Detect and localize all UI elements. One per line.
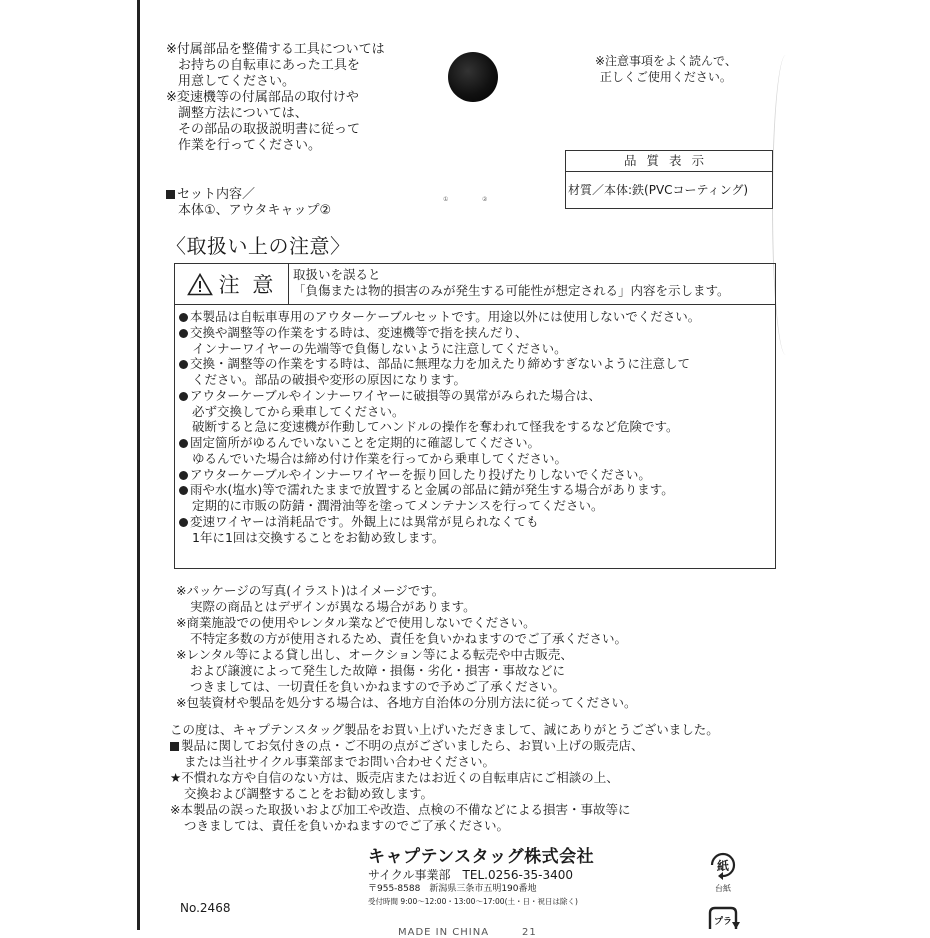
caution-description — [293, 267, 730, 299]
paper-recycle-symbol: 紙 — [716, 859, 730, 873]
tool-note-line: 調整方法については、 — [178, 106, 308, 121]
caution-header — [175, 264, 775, 305]
caution-label-cell — [175, 264, 289, 304]
tool-note-line: 作業を行ってください。 — [178, 138, 322, 153]
caution-item — [179, 404, 700, 420]
caution-box — [174, 263, 776, 569]
read-notice-line: ※注意事項をよく読んで、 — [595, 54, 737, 68]
caution-item-text: 雨や水(塩水)等で濡れたままで放置すると金属の部品に錆が発生する場合があります。 — [190, 482, 674, 498]
paper-recycle-icon — [706, 850, 740, 880]
thanks-line: 製品に関してお気付きの点・ご不明の点がございましたら、お買い上げの販売店、 — [181, 738, 644, 753]
note-line: ※商業施設での使用やレンタル業などで使用しないでください。 — [176, 615, 536, 630]
note-line: 不特定多数の方が使用されるため、責任を負いかねますのでご了承ください。 — [190, 631, 628, 646]
tool-note-line: その部品の取扱説明書に従って — [178, 122, 361, 137]
caution-item-text: インナーワイヤーの先端等で負傷しないように注意してください。 — [192, 340, 567, 356]
thanks-line: 交換および調整することをお勧め致します。 — [184, 786, 434, 801]
warning-triangle-icon — [187, 273, 213, 296]
thanks-section — [170, 722, 719, 834]
tool-note-line: ※変速機等の付属部品の取付けや — [166, 90, 359, 105]
caution-item-text: ください。部品の破損や変形の原因になります。 — [192, 372, 467, 387]
quality-label-box — [565, 150, 773, 209]
caution-item-text: 必ず交換してから乗車してください。 — [192, 403, 405, 419]
model-number: No.2468 — [180, 901, 231, 915]
bullet-dot-icon — [179, 486, 188, 495]
paper-recycle-label: 台紙 — [715, 884, 731, 893]
thanks-line: この度は、キャプテンスタッグ製品をお買い上げいただきまして、誠にありがとうございました。 — [170, 722, 719, 737]
caution-label: 注 意 — [218, 273, 277, 297]
caution-item — [179, 514, 700, 530]
set-contents — [166, 187, 331, 219]
caution-item — [179, 309, 700, 325]
caution-item — [179, 388, 700, 404]
caution-item — [179, 451, 700, 467]
hanger-hole — [448, 52, 498, 102]
caution-item-text: 定期的に市販の防錆・潤滑油等を塗ってメンテナンスを行ってください。 — [192, 498, 604, 513]
caution-item-text: アウターケーブルやインナーワイヤーを振り回したり投げたりしないでください。 — [190, 466, 651, 482]
caution-item-text: 破断すると急に変速機が作動してハンドルの操作を奪われて怪我をするなど危険です。 — [192, 419, 679, 435]
quality-material: 材質／本体:鉄(PVCコーティング) — [568, 183, 749, 197]
bullet-dot-icon — [179, 471, 188, 480]
caution-item — [179, 325, 700, 341]
package-notes — [176, 583, 636, 711]
company-name: キャプテンスタッグ株式会社 — [368, 847, 595, 867]
set-contents-label: セット内容／ — [177, 187, 256, 202]
bullet-dot-icon — [179, 360, 188, 369]
thanks-line: つきましては、責任を負いかねますのでご了承ください。 — [184, 818, 510, 833]
company-hours: 受付時間 9:00〜12:00・13:00〜17:00(土・日・祝日は除く) — [368, 897, 578, 906]
caution-item — [179, 341, 700, 357]
note-line: ※パッケージの写真(イラスト)はイメージです。 — [176, 583, 445, 598]
note-line: ※レンタル等による貸し出し、オークション等による転売や中古販売、 — [176, 647, 573, 662]
tool-note-line: お持ちの自転車にあった工具を — [178, 58, 360, 73]
bullet-dot-icon — [179, 392, 188, 401]
thanks-line: ※本製品の誤った取扱いおよび加工や改造、点検の不備などによる損害・事故等に — [170, 802, 631, 817]
made-in-label: MADE IN CHINA 21 — [398, 927, 537, 938]
caution-item-text: 交換や調整等の作業をする時は、変速機等で指を挟んだり、 — [190, 324, 528, 340]
caution-item-text: 1年に1回は交換することをお勧め致します。 — [192, 529, 445, 545]
square-bullet-icon — [170, 742, 179, 751]
caution-item — [179, 467, 700, 483]
tool-note-line: ※付属部品を整備する工具については — [166, 42, 385, 57]
caution-item-text: 固定箇所がゆるんでいないことを定期的に確認してください。 — [190, 435, 541, 450]
read-notice-line: 正しくご使用ください。 — [599, 70, 732, 84]
caution-item — [179, 356, 700, 372]
caution-item-text: アウターケーブルやインナーワイヤーに破損等の異常がみられた場合は、 — [190, 387, 601, 403]
quality-header: 品質表示 — [566, 151, 772, 172]
thanks-line: ★不慣れな方や自信のない方は、販売店またはお近くの自転車店にご相談の上、 — [170, 770, 619, 785]
note-line: 実際の商品とはデザインが異なる場合があります。 — [190, 599, 476, 614]
plastic-recycle-icon — [706, 905, 740, 930]
tiny-label: ① — [443, 196, 449, 203]
caution-item-text: 交換・調整等の作業をする時は、部品に無理な力を加えたり締めすぎないように注意して — [190, 356, 691, 372]
caution-desc-line: 「負傷または物的損害のみが発生する可能性が想定される」内容を示します。 — [293, 283, 730, 298]
bullet-dot-icon — [179, 329, 188, 338]
note-line: および譲渡によって発生した故障・損傷・劣化・損害・事故などに — [190, 663, 566, 678]
square-bullet-icon — [166, 190, 175, 199]
caution-item-text: 変速ワイヤーは消耗品です。外観上には異常が見られなくても — [190, 513, 539, 529]
caution-desc-line: 取扱いを誤ると — [293, 267, 381, 282]
bullet-dot-icon — [179, 439, 188, 448]
plastic-recycle-symbol: プラ — [713, 917, 733, 927]
bullet-dot-icon — [179, 313, 188, 322]
caution-item — [179, 498, 700, 514]
company-dept-tel: サイクル事業部 TEL.0256-35-3400 — [368, 868, 573, 882]
caution-item — [179, 530, 700, 546]
note-line: ※包装資材や製品を処分する場合は、各地方自治体の分別方法に従ってください。 — [176, 695, 637, 710]
caution-item — [179, 419, 700, 435]
caution-item — [179, 482, 700, 498]
thanks-line: または当社サイクル事業部までお問い合わせください。 — [184, 754, 496, 769]
caution-item — [179, 372, 700, 388]
company-block — [368, 846, 608, 908]
read-notice — [595, 53, 737, 85]
company-address: 〒955-8588 新潟県三条市五明190番地 — [368, 884, 537, 894]
caution-item-text: 本製品は自転車専用のアウターケーブルセットです。用途以外には使用しないでください。 — [190, 309, 701, 324]
bullet-dot-icon — [179, 518, 188, 527]
left-edge-bar — [137, 0, 140, 930]
note-line: つきましては、一切責任を負いかねますので予めご了承ください。 — [190, 679, 566, 694]
set-contents-items: 本体①、アウタキャップ② — [178, 203, 332, 218]
handling-title: 〈取扱い上の注意〉 — [166, 234, 351, 258]
caution-list — [179, 309, 700, 545]
tiny-label: ② — [482, 196, 488, 203]
caution-item — [179, 435, 700, 451]
caution-item-text: ゆるんでいた場合は締め付け作業を行ってから乗車してください。 — [192, 450, 568, 466]
tool-notes — [166, 42, 466, 154]
tool-note-line: 用意してください。 — [178, 74, 296, 89]
paper-recycle-mark — [706, 850, 740, 894]
